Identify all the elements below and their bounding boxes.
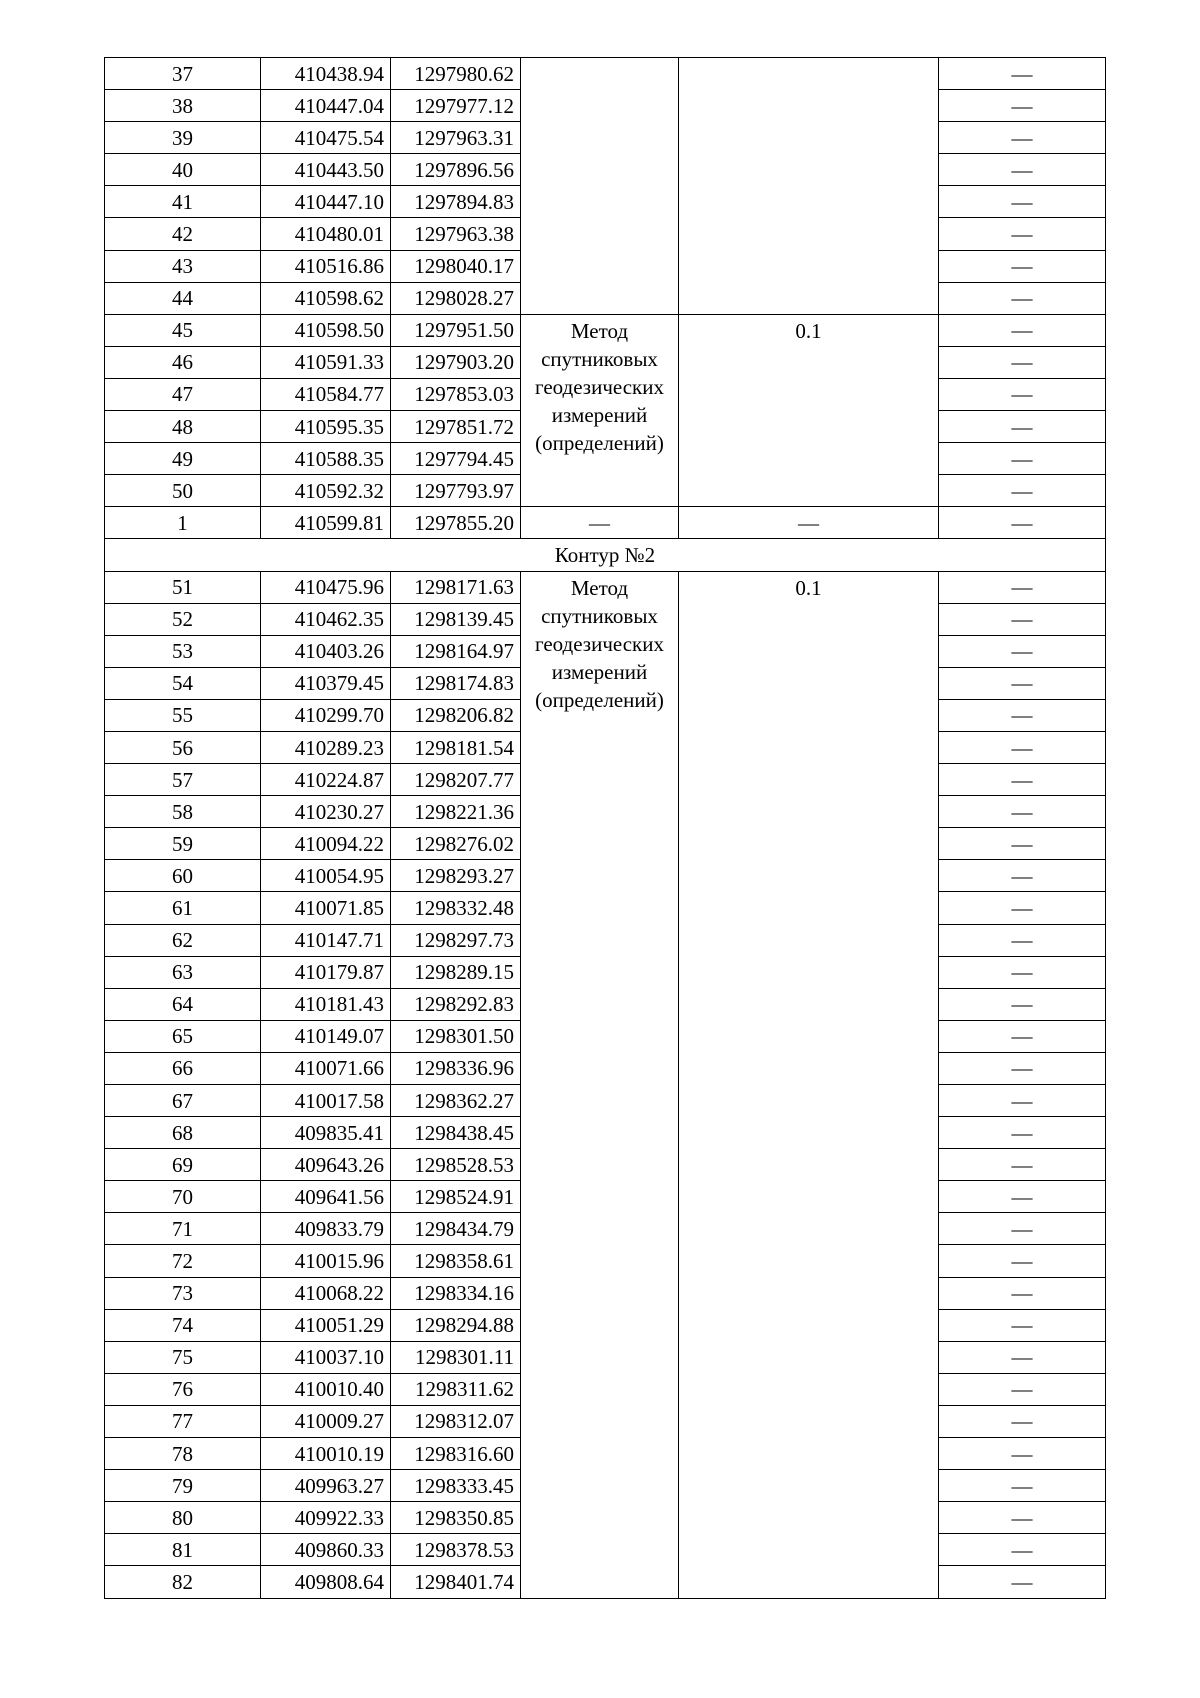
dash-cell: — bbox=[939, 1020, 1106, 1052]
point-number-cell: 67 bbox=[105, 1085, 261, 1117]
point-number-cell: 76 bbox=[105, 1373, 261, 1405]
dash-cell: — bbox=[939, 475, 1106, 507]
x-coordinate-cell: 410438.94 bbox=[261, 58, 391, 90]
dash-cell: — bbox=[939, 892, 1106, 924]
x-coordinate-cell: 410149.07 bbox=[261, 1020, 391, 1052]
x-coordinate-cell: 409833.79 bbox=[261, 1213, 391, 1245]
y-coordinate-cell: 1298174.83 bbox=[391, 667, 521, 699]
dash-cell: — bbox=[939, 731, 1106, 763]
y-coordinate-cell: 1298181.54 bbox=[391, 731, 521, 763]
dash-cell: — bbox=[939, 635, 1106, 667]
point-number-cell: 43 bbox=[105, 250, 261, 282]
point-number-cell: 66 bbox=[105, 1052, 261, 1084]
x-coordinate-cell: 410599.81 bbox=[261, 507, 391, 539]
dash-cell: — bbox=[939, 314, 1106, 346]
dash-cell: — bbox=[939, 1181, 1106, 1213]
dash-cell: — bbox=[939, 58, 1106, 90]
x-coordinate-cell: 409641.56 bbox=[261, 1181, 391, 1213]
x-coordinate-cell: 410591.33 bbox=[261, 346, 391, 378]
table-row bbox=[105, 314, 1106, 346]
y-coordinate-cell: 1298401.74 bbox=[391, 1566, 521, 1598]
section-title: Контур №2 bbox=[105, 539, 1106, 571]
method-dash-cell: — bbox=[521, 507, 679, 539]
dash-cell: — bbox=[939, 1213, 1106, 1245]
x-coordinate-cell: 410015.96 bbox=[261, 1245, 391, 1277]
x-coordinate-cell: 410051.29 bbox=[261, 1309, 391, 1341]
y-coordinate-cell: 1298293.27 bbox=[391, 860, 521, 892]
point-number-cell: 50 bbox=[105, 475, 261, 507]
dash-cell: — bbox=[939, 1085, 1106, 1117]
dash-cell: — bbox=[939, 1405, 1106, 1437]
x-coordinate-cell: 409643.26 bbox=[261, 1149, 391, 1181]
point-number-cell: 64 bbox=[105, 988, 261, 1020]
point-number-cell: 80 bbox=[105, 1502, 261, 1534]
x-coordinate-cell: 410403.26 bbox=[261, 635, 391, 667]
point-number-cell: 40 bbox=[105, 154, 261, 186]
dash-cell: — bbox=[939, 828, 1106, 860]
point-number-cell: 62 bbox=[105, 924, 261, 956]
x-coordinate-cell: 409963.27 bbox=[261, 1470, 391, 1502]
y-coordinate-cell: 1298524.91 bbox=[391, 1181, 521, 1213]
dash-cell: — bbox=[939, 1566, 1106, 1598]
accuracy-dash-cell: — bbox=[679, 507, 939, 539]
y-coordinate-cell: 1298358.61 bbox=[391, 1245, 521, 1277]
dash-cell: — bbox=[939, 90, 1106, 122]
point-number-cell: 55 bbox=[105, 699, 261, 731]
point-number-cell: 78 bbox=[105, 1438, 261, 1470]
method-cell: Метод спутниковых геодезических измерений (определений) bbox=[521, 571, 679, 1598]
y-coordinate-cell: 1298333.45 bbox=[391, 1470, 521, 1502]
y-coordinate-cell: 1298378.53 bbox=[391, 1534, 521, 1566]
point-number-cell: 65 bbox=[105, 1020, 261, 1052]
x-coordinate-cell: 409860.33 bbox=[261, 1534, 391, 1566]
point-number-cell: 39 bbox=[105, 122, 261, 154]
dash-cell: — bbox=[939, 1277, 1106, 1309]
coordinates-table bbox=[104, 57, 1106, 1599]
y-coordinate-cell: 1297980.62 bbox=[391, 58, 521, 90]
y-coordinate-cell: 1298028.27 bbox=[391, 282, 521, 314]
y-coordinate-cell: 1298332.48 bbox=[391, 892, 521, 924]
y-coordinate-cell: 1298301.50 bbox=[391, 1020, 521, 1052]
point-number-cell: 60 bbox=[105, 860, 261, 892]
point-number-cell: 54 bbox=[105, 667, 261, 699]
point-number-cell: 68 bbox=[105, 1117, 261, 1149]
y-coordinate-cell: 1297896.56 bbox=[391, 154, 521, 186]
point-number-cell: 56 bbox=[105, 731, 261, 763]
dash-cell: — bbox=[939, 411, 1106, 443]
x-coordinate-cell: 410071.85 bbox=[261, 892, 391, 924]
point-number-cell: 53 bbox=[105, 635, 261, 667]
y-coordinate-cell: 1298292.83 bbox=[391, 988, 521, 1020]
point-number-cell: 1 bbox=[105, 507, 261, 539]
dash-cell: — bbox=[939, 924, 1106, 956]
x-coordinate-cell: 410094.22 bbox=[261, 828, 391, 860]
section-row bbox=[105, 539, 1106, 571]
point-number-cell: 71 bbox=[105, 1213, 261, 1245]
point-number-cell: 59 bbox=[105, 828, 261, 860]
y-coordinate-cell: 1297963.38 bbox=[391, 218, 521, 250]
dash-cell: — bbox=[939, 1245, 1106, 1277]
x-coordinate-cell: 410598.62 bbox=[261, 282, 391, 314]
point-number-cell: 38 bbox=[105, 90, 261, 122]
point-number-cell: 82 bbox=[105, 1566, 261, 1598]
dash-cell: — bbox=[939, 1373, 1106, 1405]
point-number-cell: 44 bbox=[105, 282, 261, 314]
x-coordinate-cell: 410017.58 bbox=[261, 1085, 391, 1117]
x-coordinate-cell: 410037.10 bbox=[261, 1341, 391, 1373]
dash-cell: — bbox=[939, 571, 1106, 603]
point-number-cell: 51 bbox=[105, 571, 261, 603]
y-coordinate-cell: 1298164.97 bbox=[391, 635, 521, 667]
dash-cell: — bbox=[939, 1534, 1106, 1566]
x-coordinate-cell: 410475.96 bbox=[261, 571, 391, 603]
dash-cell: — bbox=[939, 346, 1106, 378]
x-coordinate-cell: 410447.04 bbox=[261, 90, 391, 122]
x-coordinate-cell: 410224.87 bbox=[261, 764, 391, 796]
dash-cell: — bbox=[939, 796, 1106, 828]
point-number-cell: 74 bbox=[105, 1309, 261, 1341]
x-coordinate-cell: 409835.41 bbox=[261, 1117, 391, 1149]
y-coordinate-cell: 1297855.20 bbox=[391, 507, 521, 539]
point-number-cell: 69 bbox=[105, 1149, 261, 1181]
dash-cell: — bbox=[939, 1309, 1106, 1341]
dash-cell: — bbox=[939, 154, 1106, 186]
accuracy-cell: 0.1 bbox=[679, 571, 939, 1598]
x-coordinate-cell: 410584.77 bbox=[261, 378, 391, 410]
dash-cell: — bbox=[939, 1470, 1106, 1502]
y-coordinate-cell: 1298311.62 bbox=[391, 1373, 521, 1405]
dash-cell: — bbox=[939, 1502, 1106, 1534]
point-number-cell: 45 bbox=[105, 314, 261, 346]
point-number-cell: 41 bbox=[105, 186, 261, 218]
x-coordinate-cell: 410443.50 bbox=[261, 154, 391, 186]
dash-cell: — bbox=[939, 282, 1106, 314]
dash-cell: — bbox=[939, 1117, 1106, 1149]
x-coordinate-cell: 410071.66 bbox=[261, 1052, 391, 1084]
x-coordinate-cell: 410010.19 bbox=[261, 1438, 391, 1470]
point-number-cell: 58 bbox=[105, 796, 261, 828]
dash-cell: — bbox=[939, 186, 1106, 218]
dash-cell: — bbox=[939, 603, 1106, 635]
y-coordinate-cell: 1298289.15 bbox=[391, 956, 521, 988]
dash-cell: — bbox=[939, 1341, 1106, 1373]
y-coordinate-cell: 1297963.31 bbox=[391, 122, 521, 154]
x-coordinate-cell: 410054.95 bbox=[261, 860, 391, 892]
dash-cell: — bbox=[939, 507, 1106, 539]
x-coordinate-cell: 410289.23 bbox=[261, 731, 391, 763]
dash-cell: — bbox=[939, 443, 1106, 475]
point-number-cell: 42 bbox=[105, 218, 261, 250]
table-row bbox=[105, 571, 1106, 603]
y-coordinate-cell: 1298206.82 bbox=[391, 699, 521, 731]
method-cell-empty bbox=[521, 58, 679, 315]
x-coordinate-cell: 409922.33 bbox=[261, 1502, 391, 1534]
point-number-cell: 73 bbox=[105, 1277, 261, 1309]
point-number-cell: 81 bbox=[105, 1534, 261, 1566]
y-coordinate-cell: 1297851.72 bbox=[391, 411, 521, 443]
x-coordinate-cell: 410179.87 bbox=[261, 956, 391, 988]
y-coordinate-cell: 1298276.02 bbox=[391, 828, 521, 860]
y-coordinate-cell: 1298434.79 bbox=[391, 1213, 521, 1245]
y-coordinate-cell: 1298336.96 bbox=[391, 1052, 521, 1084]
x-coordinate-cell: 410147.71 bbox=[261, 924, 391, 956]
y-coordinate-cell: 1298362.27 bbox=[391, 1085, 521, 1117]
point-number-cell: 47 bbox=[105, 378, 261, 410]
point-number-cell: 57 bbox=[105, 764, 261, 796]
table-body bbox=[105, 58, 1106, 1599]
point-number-cell: 75 bbox=[105, 1341, 261, 1373]
y-coordinate-cell: 1297951.50 bbox=[391, 314, 521, 346]
x-coordinate-cell: 410475.54 bbox=[261, 122, 391, 154]
x-coordinate-cell: 410480.01 bbox=[261, 218, 391, 250]
x-coordinate-cell: 410516.86 bbox=[261, 250, 391, 282]
dash-cell: — bbox=[939, 1149, 1106, 1181]
y-coordinate-cell: 1298350.85 bbox=[391, 1502, 521, 1534]
x-coordinate-cell: 410068.22 bbox=[261, 1277, 391, 1309]
method-cell: Метод спутниковых геодезических измерений (определений) bbox=[521, 314, 679, 507]
closing-row bbox=[105, 507, 1106, 539]
y-coordinate-cell: 1297853.03 bbox=[391, 378, 521, 410]
dash-cell: — bbox=[939, 218, 1106, 250]
y-coordinate-cell: 1298316.60 bbox=[391, 1438, 521, 1470]
x-coordinate-cell: 410299.70 bbox=[261, 699, 391, 731]
y-coordinate-cell: 1297794.45 bbox=[391, 443, 521, 475]
x-coordinate-cell: 410230.27 bbox=[261, 796, 391, 828]
x-coordinate-cell: 410379.45 bbox=[261, 667, 391, 699]
point-number-cell: 37 bbox=[105, 58, 261, 90]
table-row bbox=[105, 58, 1106, 90]
x-coordinate-cell: 410588.35 bbox=[261, 443, 391, 475]
dash-cell: — bbox=[939, 250, 1106, 282]
y-coordinate-cell: 1298301.11 bbox=[391, 1341, 521, 1373]
x-coordinate-cell: 409808.64 bbox=[261, 1566, 391, 1598]
y-coordinate-cell: 1298438.45 bbox=[391, 1117, 521, 1149]
x-coordinate-cell: 410462.35 bbox=[261, 603, 391, 635]
y-coordinate-cell: 1298294.88 bbox=[391, 1309, 521, 1341]
point-number-cell: 72 bbox=[105, 1245, 261, 1277]
y-coordinate-cell: 1298334.16 bbox=[391, 1277, 521, 1309]
accuracy-cell-empty bbox=[679, 58, 939, 315]
dash-cell: — bbox=[939, 699, 1106, 731]
y-coordinate-cell: 1298312.07 bbox=[391, 1405, 521, 1437]
y-coordinate-cell: 1297793.97 bbox=[391, 475, 521, 507]
y-coordinate-cell: 1298221.36 bbox=[391, 796, 521, 828]
y-coordinate-cell: 1298207.77 bbox=[391, 764, 521, 796]
x-coordinate-cell: 410010.40 bbox=[261, 1373, 391, 1405]
dash-cell: — bbox=[939, 378, 1106, 410]
x-coordinate-cell: 410595.35 bbox=[261, 411, 391, 443]
accuracy-cell: 0.1 bbox=[679, 314, 939, 507]
dash-cell: — bbox=[939, 860, 1106, 892]
point-number-cell: 70 bbox=[105, 1181, 261, 1213]
y-coordinate-cell: 1297977.12 bbox=[391, 90, 521, 122]
y-coordinate-cell: 1298171.63 bbox=[391, 571, 521, 603]
point-number-cell: 46 bbox=[105, 346, 261, 378]
x-coordinate-cell: 410592.32 bbox=[261, 475, 391, 507]
point-number-cell: 49 bbox=[105, 443, 261, 475]
y-coordinate-cell: 1298139.45 bbox=[391, 603, 521, 635]
dash-cell: — bbox=[939, 1052, 1106, 1084]
dash-cell: — bbox=[939, 988, 1106, 1020]
dash-cell: — bbox=[939, 122, 1106, 154]
point-number-cell: 48 bbox=[105, 411, 261, 443]
y-coordinate-cell: 1297894.83 bbox=[391, 186, 521, 218]
point-number-cell: 61 bbox=[105, 892, 261, 924]
y-coordinate-cell: 1297903.20 bbox=[391, 346, 521, 378]
point-number-cell: 52 bbox=[105, 603, 261, 635]
point-number-cell: 79 bbox=[105, 1470, 261, 1502]
point-number-cell: 77 bbox=[105, 1405, 261, 1437]
y-coordinate-cell: 1298297.73 bbox=[391, 924, 521, 956]
dash-cell: — bbox=[939, 667, 1106, 699]
dash-cell: — bbox=[939, 1438, 1106, 1470]
x-coordinate-cell: 410598.50 bbox=[261, 314, 391, 346]
x-coordinate-cell: 410009.27 bbox=[261, 1405, 391, 1437]
y-coordinate-cell: 1298040.17 bbox=[391, 250, 521, 282]
x-coordinate-cell: 410181.43 bbox=[261, 988, 391, 1020]
point-number-cell: 63 bbox=[105, 956, 261, 988]
dash-cell: — bbox=[939, 956, 1106, 988]
dash-cell: — bbox=[939, 764, 1106, 796]
x-coordinate-cell: 410447.10 bbox=[261, 186, 391, 218]
y-coordinate-cell: 1298528.53 bbox=[391, 1149, 521, 1181]
